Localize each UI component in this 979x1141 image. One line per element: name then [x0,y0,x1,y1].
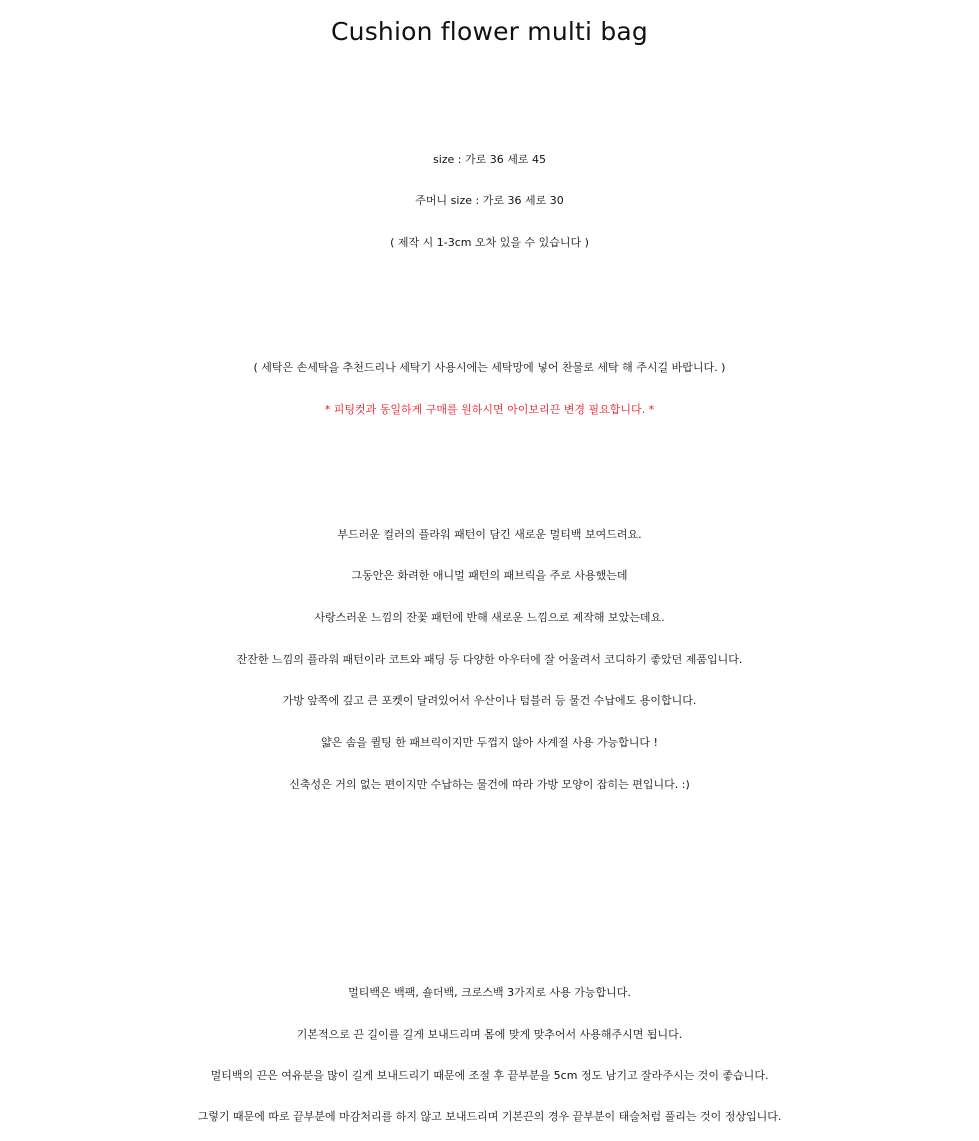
description-line: 잔잔한 느낌의 플라워 패턴이라 코트와 패딩 등 다양한 아우터에 잘 어울려서 코디하기 좋았던 제품입니다. [236,653,743,666]
fitting-note: * 피팅컷과 동일하게 구매를 원하시면 아이보리끈 변경 필요합니다. * [324,403,655,416]
usage-line: 기본적으로 끈 길이를 길게 보내드리며 몸에 맞게 맞추어서 사용해주시면 됩니다. [296,1028,683,1041]
description-line: 그동안은 화려한 애니멀 패턴의 패브릭을 주로 사용했는데 [351,569,628,582]
description-line: 얇은 솜을 퀼팅 한 패브릭이지만 두껍지 않아 사계절 사용 가능합니다 ! [321,736,658,749]
usage-line: 멀티백은 백팩, 숄더백, 크로스백 3가지로 사용 가능합니다. [348,986,631,999]
wash-note: ( 세탁은 손세탁을 추천드리나 세탁기 사용시에는 세탁망에 넣어 찬물로 세탁 해 주시길 바랍니다. ) [253,361,726,374]
usage-line: 멀티백의 끈은 여유분을 많이 길게 보내드리기 때문에 조절 후 끝부분을 5cm 정도 남기고 잘라주시는 것이 좋습니다. [210,1069,769,1082]
pocket-size-line: 주머니 size : 가로 36 세로 30 [415,194,564,207]
page-title: Cushion flower multi bag [331,17,648,46]
description-line: 신축성은 거의 없는 편이지만 수납하는 물건에 따라 가방 모양이 잡히는 편입니다. :) [289,778,690,791]
size-line: size : 가로 36 세로 45 [432,153,546,166]
description-line: 사랑스러운 느낌의 잔꽃 패턴에 반해 새로운 느낌으로 제작해 보았는데요. [314,611,665,624]
description-line: 부드러운 컬러의 플라워 패턴이 담긴 새로운 멀티백 보여드려요. [337,528,642,541]
usage-line: 그렇기 때문에 따로 끝부분에 마감처리를 하지 않고 보내드리며 기본끈의 경우 끝부분이 태슬처럼 풀리는 것이 정상입니다. [197,1110,782,1123]
tolerance-note: ( 제작 시 1-3cm 오차 있을 수 있습니다 ) [390,236,589,249]
description-line: 가방 앞쪽에 깊고 큰 포켓이 달려있어서 우산이나 텀블러 등 물건 수납에도 용이합니다. [282,694,697,707]
